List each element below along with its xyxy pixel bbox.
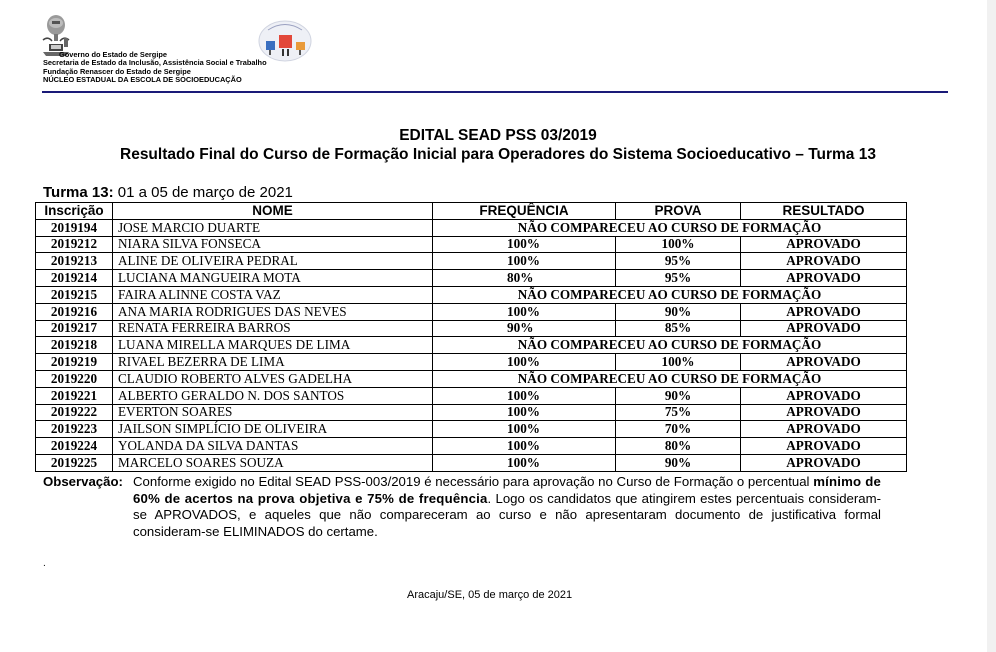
cell-inscricao: 2019194: [36, 219, 113, 236]
turma-dates: 01 a 05 de março de 2021: [113, 184, 293, 201]
cell-prova: 85%: [616, 320, 741, 337]
cell-prova: 100%: [616, 236, 741, 253]
document-title: EDITAL SEAD PSS 03/2019: [399, 127, 597, 144]
cell-inscricao: 2019219: [36, 354, 113, 371]
cell-frequencia: 100%: [433, 236, 616, 253]
cell-nome: ALBERTO GERALDO N. DOS SANTOS: [113, 387, 433, 404]
cell-nome: LUANA MIRELLA MARQUES DE LIMA: [113, 337, 433, 354]
cell-resultado: APROVADO: [741, 354, 907, 371]
cell-inscricao: 2019215: [36, 286, 113, 303]
cell-prova: 90%: [616, 303, 741, 320]
header-institution-lines: [43, 51, 267, 85]
cell-prova: 90%: [616, 454, 741, 471]
cell-prova: 95%: [616, 253, 741, 270]
column-header-inscricao: Inscrição: [36, 203, 113, 220]
column-header-frequencia: FREQUÊNCIA: [433, 203, 616, 220]
table-row: [36, 286, 907, 303]
observation-text-part1: Conforme exigido no Edital SEAD PSS-003/2019 é necessário para aprovação no Curso de Formação o percentual: [133, 474, 814, 489]
table-row: [36, 404, 907, 421]
observation-note: [43, 474, 881, 540]
cell-nome: YOLANDA DA SILVA DANTAS: [113, 438, 433, 455]
cell-frequencia: 100%: [433, 387, 616, 404]
cell-resultado: APROVADO: [741, 421, 907, 438]
cell-nome: FAIRA ALINNE COSTA VAZ: [113, 286, 433, 303]
table-header-row: [36, 203, 907, 220]
cell-inscricao: 2019220: [36, 370, 113, 387]
cell-resultado: APROVADO: [741, 438, 907, 455]
cell-inscricao: 2019212: [36, 236, 113, 253]
cell-frequencia: 80%: [433, 270, 616, 287]
cell-inscricao: 2019217: [36, 320, 113, 337]
cell-frequencia: 100%: [433, 354, 616, 371]
header-divider: [42, 91, 948, 93]
table-row: [36, 320, 907, 337]
cell-frequencia: 100%: [433, 303, 616, 320]
cell-inscricao: 2019218: [36, 337, 113, 354]
results-table-body: [36, 219, 907, 471]
cell-nome: RIVAEL BEZERRA DE LIMA: [113, 354, 433, 371]
cell-resultado: APROVADO: [741, 387, 907, 404]
cell-frequencia: 100%: [433, 454, 616, 471]
cell-resultado: APROVADO: [741, 454, 907, 471]
cell-nome: MARCELO SOARES SOUZA: [113, 454, 433, 471]
table-row: [36, 454, 907, 471]
table-row: [36, 387, 907, 404]
cell-resultado: APROVADO: [741, 404, 907, 421]
header-line-governo: Governo do Estado de Sergipe: [59, 50, 168, 59]
observation-label: Observação:: [43, 474, 123, 489]
cell-nome: EVERTON SOARES: [113, 404, 433, 421]
observation-text-part2: . Logo os candidatos que atingirem estes percentuais consideram-se APROVADOS, e aqueles que não compareceram ao curso e não apresentaram documento de justificativa formal consideram-se ELIMINADOS do certame.: [133, 490, 881, 539]
table-row: [36, 270, 907, 287]
cell-frequencia: 100%: [433, 421, 616, 438]
table-row: [36, 370, 907, 387]
document-subtitle: Resultado Final do Curso de Formação Inicial para Operadores do Sistema Socioeducativo – Turma 13: [120, 146, 876, 163]
cell-inscricao: 2019223: [36, 421, 113, 438]
cell-resultado: APROVADO: [741, 253, 907, 270]
cell-nome: RENATA FERREIRA BARROS: [113, 320, 433, 337]
cell-nome: ALINE DE OLIVEIRA PEDRAL: [113, 253, 433, 270]
cell-resultado: APROVADO: [741, 303, 907, 320]
turma-info: [43, 184, 293, 201]
header-line-nucleo: NÚCLEO ESTADUAL DA ESCOLA DE SOCIOEDUCAÇÃO: [43, 75, 242, 85]
turma-label: Turma 13:: [43, 184, 114, 201]
cell-nome: JOSE MARCIO DUARTE: [113, 219, 433, 236]
cell-inscricao: 2019225: [36, 454, 113, 471]
table-row: [36, 236, 907, 253]
column-header-prova: PROVA: [616, 203, 741, 220]
cell-absence-note: NÃO COMPARECEU AO CURSO DE FORMAÇÃO: [433, 286, 907, 303]
cell-prova: 90%: [616, 387, 741, 404]
cell-inscricao: 2019222: [36, 404, 113, 421]
cell-resultado: APROVADO: [741, 320, 907, 337]
cell-prova: 100%: [616, 354, 741, 371]
cell-nome: CLAUDIO ROBERTO ALVES GADELHA: [113, 370, 433, 387]
cell-resultado: APROVADO: [741, 236, 907, 253]
cell-nome: JAILSON SIMPLÍCIO DE OLIVEIRA: [113, 421, 433, 438]
cell-frequencia: 90%: [433, 320, 616, 337]
cell-frequencia: 100%: [433, 404, 616, 421]
header-line-fundacao: Fundação Renascer do Estado de Sergipe: [43, 66, 191, 76]
cell-frequencia: 100%: [433, 253, 616, 270]
cell-inscricao: 2019214: [36, 270, 113, 287]
cell-nome: NIARA SILVA FONSECA: [113, 236, 433, 253]
cell-inscricao: 2019221: [36, 387, 113, 404]
cell-absence-note: NÃO COMPARECEU AO CURSO DE FORMAÇÃO: [433, 219, 907, 236]
cell-prova: 95%: [616, 270, 741, 287]
cell-inscricao: 2019213: [36, 253, 113, 270]
cell-absence-note: NÃO COMPARECEU AO CURSO DE FORMAÇÃO: [433, 370, 907, 387]
table-row: [36, 337, 907, 354]
cell-inscricao: 2019216: [36, 303, 113, 320]
cell-prova: 75%: [616, 404, 741, 421]
cell-inscricao: 2019224: [36, 438, 113, 455]
observation-text: [133, 474, 881, 540]
column-header-nome: NOME: [113, 203, 433, 220]
cell-nome: LUCIANA MANGUEIRA MOTA: [113, 270, 433, 287]
stray-dot: .: [43, 558, 46, 569]
table-row: [36, 253, 907, 270]
cell-prova: 80%: [616, 438, 741, 455]
cell-prova: 70%: [616, 421, 741, 438]
observation-text-emphasis: mínimo de 60% de acertos na prova objetiva e 75% de frequência: [133, 474, 881, 506]
table-row: [36, 354, 907, 371]
cell-frequencia: 100%: [433, 438, 616, 455]
table-row: [36, 438, 907, 455]
cell-absence-note: NÃO COMPARECEU AO CURSO DE FORMAÇÃO: [433, 337, 907, 354]
page-edge-strip: [987, 0, 996, 652]
cell-resultado: APROVADO: [741, 270, 907, 287]
column-header-resultado: RESULTADO: [741, 203, 907, 220]
table-row: [36, 219, 907, 236]
results-table: [35, 202, 907, 472]
header-line-secretaria: Secretaria de Estado da Inclusão, Assistência Social e Trabalho: [43, 58, 267, 68]
table-row: [36, 303, 907, 320]
table-row: [36, 421, 907, 438]
place-and-date: Aracaju/SE, 05 de março de 2021: [407, 589, 573, 601]
cell-nome: ANA MARIA RODRIGUES DAS NEVES: [113, 303, 433, 320]
